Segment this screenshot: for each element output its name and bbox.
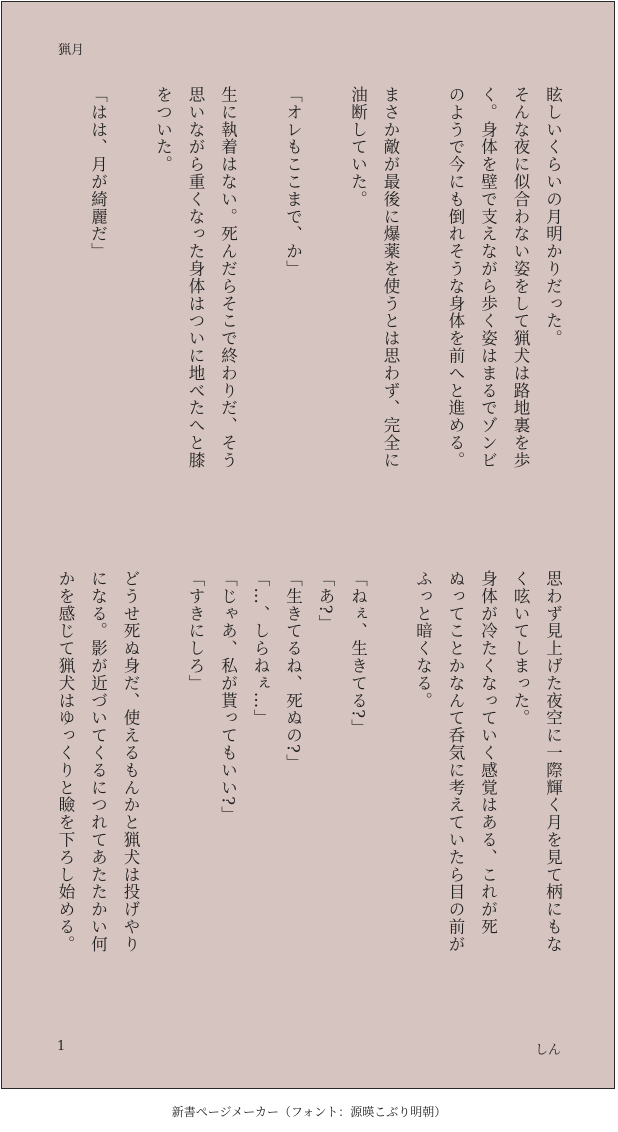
text-column: 思わず見上げた夜空に一際輝く月を見て柄にもな: [543, 570, 563, 953]
book-page: [1, 1, 615, 1089]
author-name: しん: [535, 1043, 562, 1058]
page-number: 1: [57, 1039, 66, 1054]
text-column: 「じゃあ、私が貰ってもいい?」: [218, 570, 238, 824]
text-column: 身体が冷たくなっていく感覚はある、これが死: [478, 570, 498, 936]
caption: 新書ページメーカー（フォント：源暎こぶり明朝）: [171, 1105, 447, 1119]
text-column: そんな夜に似合わない姿をして猟犬は路地裏を歩: [511, 86, 530, 469]
text-column: かを感じて猟犬はゆっくりと瞼を下ろし始める。: [56, 570, 75, 953]
text-column: 「…、しらねぇ…」: [251, 570, 270, 727]
text-column: 「生きてるね、死ぬの?」: [283, 570, 303, 772]
text-column: 思いながら重くなった身体はついに地べたへと膝: [186, 86, 205, 469]
text-column: 「はは、月が綺麗だ」: [88, 86, 108, 260]
text-column: になる。影が近づいてくるにつれてあたたかい何: [88, 570, 108, 953]
text-column: 「あ?」: [316, 570, 335, 632]
text-column: どうせ死ぬ身だ、使えるもんかと猟犬は投げやり: [121, 570, 140, 953]
text-column: く呟いてしまった。: [511, 570, 530, 727]
text-column: のようで今にも倒れそうな身体を前へと進める。: [446, 86, 465, 469]
page-header-title: 猟月: [58, 43, 85, 58]
text-column: く。身体を壁で支えながら歩く姿はまるでゾンビ: [478, 86, 498, 469]
text-column: 油断していた。: [348, 86, 368, 208]
text-column: 「オレもここまで、か」: [283, 86, 303, 278]
text-column: をついた。: [153, 86, 173, 173]
text-column: まさか敵が最後に爆薬を使うとは思わず、完全に: [381, 86, 400, 469]
text-column: ふっと暗くなる。: [413, 570, 433, 710]
text-column: ぬってことかなんて呑気に考えていたら目の前が: [446, 570, 465, 953]
text-column: 眩しいくらいの月明かりだった。: [543, 86, 563, 347]
text-column: 「すきにしろ」: [186, 570, 205, 692]
text-column: 「ねぇ、生きてる?」: [348, 570, 368, 737]
text-column: 生に執着はない。死んだらそこで終わりだ、そう: [218, 86, 238, 469]
